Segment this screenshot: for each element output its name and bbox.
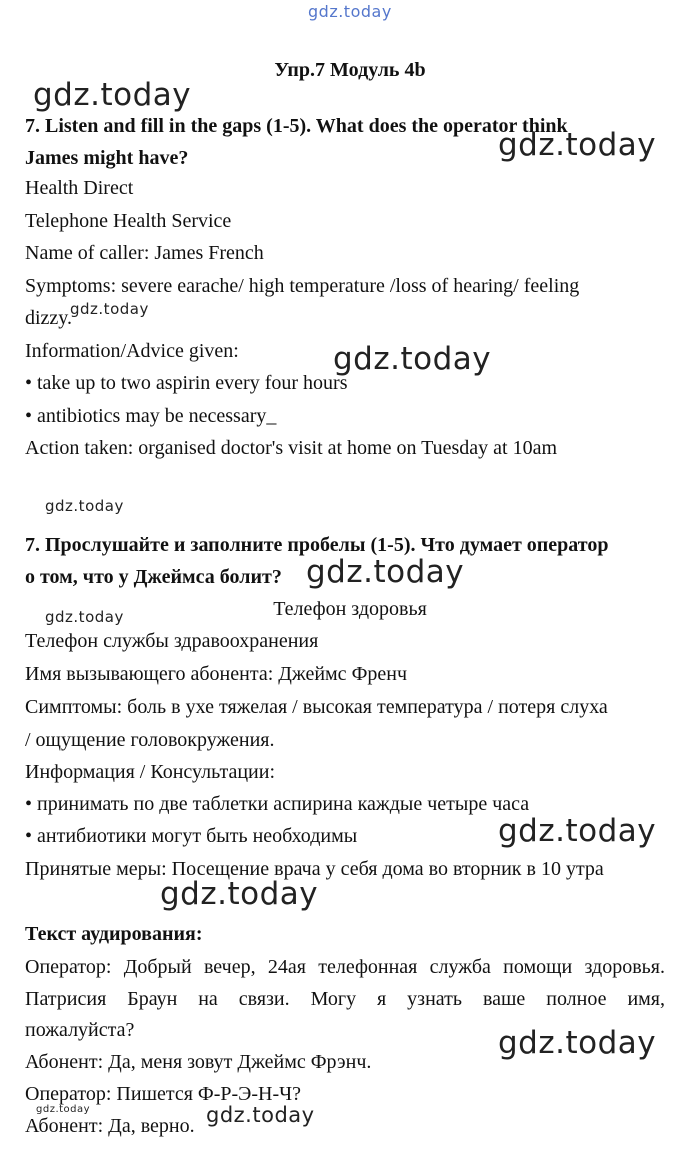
en-line-telephone-service: Telephone Health Service xyxy=(25,210,232,232)
ru-line-advice-heading: Информация / Консультации: xyxy=(25,761,276,783)
en-line-advice-heading: Information/Advice given: xyxy=(25,340,239,362)
en-line-symptoms: Symptoms: severe earache/ high temperature /loss of hearing/ feeling xyxy=(25,275,580,297)
ru-line-advice-aspirin: • принимать по две таблетки аспирина каждые четыре часа xyxy=(25,793,530,815)
transcript-line-5: Оператор: Пишется Ф-Р-Э-Н-Ч? xyxy=(25,1083,301,1105)
watermark: gdz.today xyxy=(306,554,465,590)
watermark: gdz.today xyxy=(45,608,124,626)
watermark: gdz.today xyxy=(160,876,319,912)
en-line-health-direct: Health Direct xyxy=(25,177,134,199)
ru-line-service: Телефон службы здравоохранения xyxy=(25,630,319,652)
en-task-line-2: James might have? xyxy=(25,147,189,169)
ru-line-symptoms: Симптомы: боль в ухе тяжелая / высокая температура / потеря слуха xyxy=(25,696,608,718)
watermark: gdz.today xyxy=(70,300,149,318)
watermark: gdz.today xyxy=(206,1103,315,1127)
watermark: gdz.today xyxy=(45,497,124,515)
watermark: gdz.today xyxy=(498,813,657,849)
page-title: Упр.7 Модуль 4b xyxy=(274,59,426,81)
ru-task-line-1: 7. Прослушайте и заполните пробелы (1-5). Что думает оператор xyxy=(25,534,609,556)
ru-line-symptoms-cont: / ощущение головокружения. xyxy=(25,729,275,751)
watermark: gdz.today xyxy=(36,1104,91,1115)
ru-task-line-2: о том, что у Джеймса болит? xyxy=(25,566,282,588)
watermark: gdz.today xyxy=(498,127,657,163)
en-line-action-taken: Action taken: organised doctor's visit at home on Tuesday at 10am xyxy=(25,437,558,459)
watermark: gdz.today xyxy=(333,341,492,377)
en-task-line-1: 7. Listen and fill in the gaps (1-5). What does the operator think xyxy=(25,115,568,137)
transcript-line-3: пожалуйста? xyxy=(25,1019,135,1041)
en-line-caller-name: Name of caller: James French xyxy=(25,242,264,264)
watermark: gdz.today xyxy=(498,1025,657,1061)
transcript-line-4: Абонент: Да, меня зовут Джеймс Фрэнч. xyxy=(25,1051,372,1073)
ru-line-caller-name: Имя вызывающего абонента: Джеймс Френч xyxy=(25,663,408,685)
ru-line-action-taken: Принятые меры: Посещение врача у себя дома во вторник в 10 утра xyxy=(25,858,604,880)
transcript-line-6: Абонент: Да, верно. xyxy=(25,1115,195,1137)
watermark: gdz.today xyxy=(33,77,192,113)
transcript-line-2: Патрисия Браун на связи. Могу я узнать ваше полное имя, xyxy=(25,988,665,1010)
en-line-advice-antibiotics: • antibiotics may be necessary_ xyxy=(25,405,277,427)
ru-subtitle: Телефон здоровья xyxy=(273,598,427,620)
en-line-symptoms-cont: dizzy. xyxy=(25,307,73,329)
en-line-advice-aspirin: • take up to two aspirin every four hours xyxy=(25,372,348,394)
watermark-top: gdz.today xyxy=(308,2,392,21)
transcript-line-1: Оператор: Добрый вечер, 24ая телефонная служба помощи здоровья. xyxy=(25,956,665,978)
ru-line-advice-antibiotics: • антибиотики могут быть необходимы xyxy=(25,825,358,847)
transcript-heading: Текст аудирования: xyxy=(25,923,203,945)
